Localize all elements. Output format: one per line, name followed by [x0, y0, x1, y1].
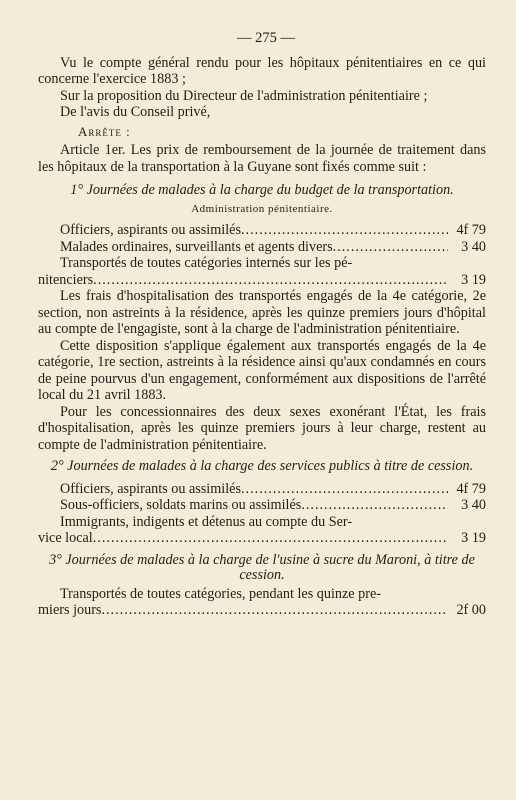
tariff-label: Immigrants, indigents et détenus au compte du Ser-	[60, 513, 353, 530]
tariff-label: Transportés de toutes catégories, pendant les quinze pre-	[60, 585, 381, 602]
article-1: Article 1er. Les prix de remboursement de la journée de traitement dans les hôpitaux de la transportation à la Guyane sont fixés comme suit :	[38, 142, 486, 175]
page-number: — 275 —	[237, 30, 295, 46]
tariff-row	[38, 239, 486, 256]
tariff-label: Officiers, aspirants ou assimilés	[60, 222, 241, 238]
section-1-subheading: Administration pénitentiaire.	[191, 202, 333, 215]
leader-dots	[301, 497, 448, 514]
tariff-label: miers jours	[38, 602, 102, 618]
arrete-heading: Arrête :	[78, 123, 131, 139]
leader-dots	[93, 272, 448, 289]
body-paragraph: Les frais d'hospitalisation des transportés engagés de la 4e catégorie, 2e section, non astreints à la résidence, après les quinze premiers jours d'hôpital au compte de l'engagiste, sont à la charge de l'administration pénitentiaire.	[38, 288, 486, 337]
tariff-value: 3 19	[461, 271, 486, 288]
tariff-row	[38, 497, 486, 514]
tariff-label: Officiers, aspirants ou assimilés	[60, 480, 241, 497]
tariff-value: 3 19	[461, 530, 486, 546]
intro-paragraph-2: Sur la proposition du Directeur de l'administration pénitentiaire ;	[60, 87, 428, 104]
tariff-row	[38, 602, 486, 619]
tariff-label: Sous-officiers, soldats marins ou assimilés	[60, 497, 302, 513]
section-3-heading: 3° Journées de malades à la charge de l'usine à sucre du Maroni, à titre de cession.	[49, 551, 475, 583]
tariff-label: Transportés de toutes catégories internés sur les pé-	[60, 255, 353, 271]
tariff-label: nitenciers	[38, 271, 94, 288]
intro-paragraph-1: Vu le compte général rendu pour les hôpitaux pénitentiaires en ce qui concerne l'exercice 1883 ;	[38, 54, 486, 87]
tariff-row	[38, 272, 486, 289]
body-paragraph: Cette disposition s'applique également aux transportés engagés de la 4e catégorie, 1re section, astreints à la résidence ainsi qu'aux condamnés en cours de peine pourvus d'un engagement, conformément aux dispositions de l'arrêté local du 21 avril 1883.	[38, 337, 486, 403]
tariff-value: 2f 00	[456, 602, 486, 618]
body-paragraph: Pour les concessionnaires des deux sexes exonérant l'État, les frais d'hospitalisation, après les quinze premiers jours à leur charge, restent au compte de l'administration pénitentiaire.	[38, 403, 486, 453]
tariff-label: vice local	[38, 530, 93, 546]
tariff-row	[38, 481, 486, 498]
leader-dots	[241, 481, 448, 498]
leader-dots	[241, 222, 448, 239]
leader-dots	[93, 530, 448, 547]
tariff-row	[38, 222, 486, 239]
section-2-heading: 2° Journées de malades à la charge des services publics à titre de cession.	[50, 458, 474, 474]
intro-paragraph-3: De l'avis du Conseil privé,	[60, 104, 211, 120]
leader-dots	[101, 602, 448, 619]
leader-dots	[333, 239, 448, 256]
tariff-label: Malades ordinaires, surveillants et agents divers	[60, 238, 333, 255]
tariff-value: 3 40	[461, 497, 486, 513]
tariff-value: 4f 79	[456, 222, 486, 238]
tariff-value: 4f 79	[456, 480, 486, 497]
section-1-heading: 1° Journées de malades à la charge du budget de la transportation.	[70, 182, 454, 198]
tariff-value: 3 40	[461, 238, 486, 255]
tariff-row	[38, 530, 486, 547]
